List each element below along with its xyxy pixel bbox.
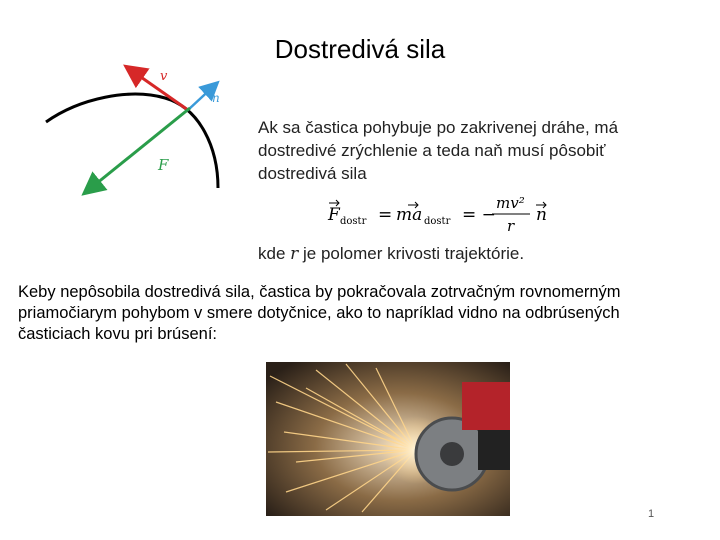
formula-unit-vector: n — [536, 205, 547, 225]
formula-lhs: F — [328, 205, 340, 225]
formula-lhs-sub: dostr — [340, 216, 367, 227]
formula-denominator: r — [507, 217, 515, 234]
velocity-label: v — [160, 69, 168, 84]
page-number: 1 — [648, 508, 655, 520]
velocity-vector — [128, 68, 188, 110]
formula-mid: ma — [396, 205, 423, 225]
trajectory-curve — [46, 94, 218, 188]
formula-mid-sub: dostr — [424, 216, 451, 227]
formula-numerator: mv² — [496, 194, 525, 212]
radius-symbol: r — [290, 244, 299, 264]
radius-explanation — [258, 244, 524, 264]
centripetal-force-formula — [326, 192, 576, 234]
formula-eq2: = − — [462, 205, 496, 225]
grinding-sparks-photo — [266, 362, 510, 516]
force-vector — [86, 108, 190, 192]
force-label: F — [158, 156, 169, 174]
formula-eq1: = — [378, 205, 393, 225]
radius-text-before: kde — [258, 244, 291, 263]
intro-paragraph: Ak sa častica pohybuje po zakrivenej dráhe, má dostredivé zrýchlenie a teda naň musí pôsobiť dostredivá sila — [258, 118, 619, 183]
radius-text-after: je polomer krivosti trajektórie. — [298, 244, 525, 263]
slide-title: Dostredivá sila — [274, 34, 446, 64]
centripetal-force-diagram — [40, 58, 240, 208]
body-paragraph: Keby nepôsobila dostredivá sila, častica by pokračovala zotrvačným rovnomerným priamočiarym pohybom v smere dotyčnice, ako to napríklad vidno na odbrúsených časticiach kovu pri brúsení: — [18, 283, 621, 343]
normal-label: n — [212, 91, 220, 105]
